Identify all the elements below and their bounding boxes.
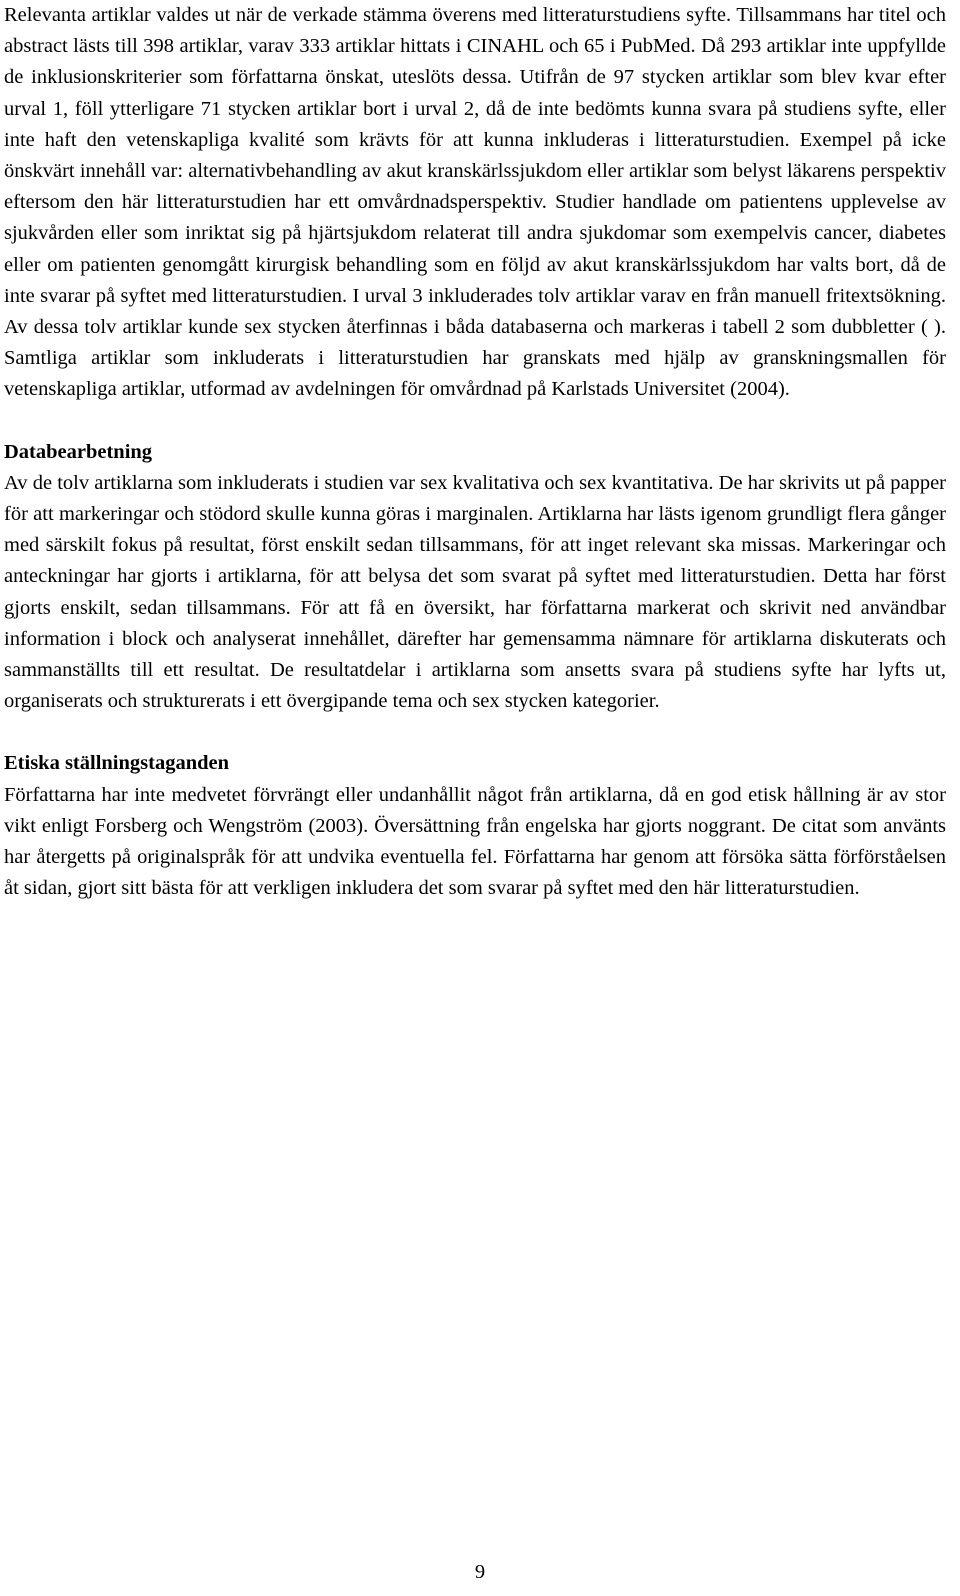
- paragraph-spacer: [4, 406, 946, 437]
- paragraph-databearbetning: Av de tolv artiklarna som inkluderats i studien var sex kvalitativa och sex kvantitativa. De har skrivits ut på papper för att markeringar och stödord skulle kunna göras i marginalen. Artiklarna har lästs igenom grundligt flera gånger med särskilt fokus på resultat, först enskilt sedan tillsammans, för att inget relevant ska missas. Markeringar och anteckningar har gjorts i artiklarna, för att belysa det som svarat på syftet med litteraturstudien. Detta har först gjorts enskilt, sedan tillsammans. För att få en översikt, har författarna markerat och skrivit ned användbar information i block och analyserat innehållet, därefter har gemensamma nämnare för artiklarna diskuterats och sammanställts till ett resultat. De resultatdelar i artiklarna som ansetts svara på studiens syfte har lyfts ut, organiserats och strukturerats i ett övergipande tema och sex stycken kategorier.: [4, 471, 946, 713]
- page-number: 9: [474, 1561, 486, 1583]
- section-heading-databearbetning: Databearbetning: [4, 440, 153, 463]
- section-heading-etiska: Etiska ställningstaganden: [4, 752, 229, 775]
- paragraph-spacer: [4, 717, 946, 748]
- paragraph-etiska: Författarna har inte medvetet förvrängt eller undanhållit något från artiklarna, då en god etisk hållning är av stor vikt enligt Forsberg och Wengström (2003). Översättning från engelska har gjorts noggrant. De citat som använts har återgetts på originalspråk för att undvika eventuella fel. Författarna har genom att försöka sätta förförståelsen åt sidan, gjort sitt bästa för att verkligen inkludera det som svarar på syftet med den här litteraturstudien.: [4, 783, 946, 900]
- paragraph-article-selection: Relevanta artiklar valdes ut när de verkade stämma överens med litteraturstudiens syfte. Tillsammans har titel och abstract lästs till 398 artiklar, varav 333 artiklar hittats i CINAHL och 65 i PubMed. Då 293 artiklar inte uppfyllde de inklusionskriterier som författarna önskat, uteslöts dessa. Utifrån de 97 stycken artiklar som blev kvar efter urval 1, föll ytterligare 71 stycken artiklar bort i urval 2, då de inte bedömts kunna svara på studiens syfte, eller inte haft den vetenskapliga kvalité som krävts för att kunna inkluderas i litteraturstudien. Exempel på icke önskvärt innehåll var: alternativbehandling av akut kranskärlssjukdom eller artiklar som belyst läkarens perspektiv eftersom den här litteraturstudien har ett omvårdnadsperspektiv. Studier handlade om patientens upplevelse av sjukvården eller som inriktat sig på hjärtsjukdom relaterat till andra sjukdomar som exempelvis cancer, diabetes eller om patienten genomgått kirurgisk behandling som en följd av akut kranskärlssjukdom har valts bort, då de inte svarar på syftet med litteraturstudien. I urval 3 inkluderades tolv artiklar varav en från manuell fritextsökning. Av dessa tolv artiklar kunde sex stycken återfinnas i båda databaserna och markeras i tabell 2 som dubbletter ( ). Samtliga artiklar som inkluderats i litteraturstudien har granskats med hjälp av granskningsmallen för vetenskapliga artiklar, utformad av avdelningen för omvårdnad på Karlstads Universitet (2004).: [4, 4, 946, 401]
